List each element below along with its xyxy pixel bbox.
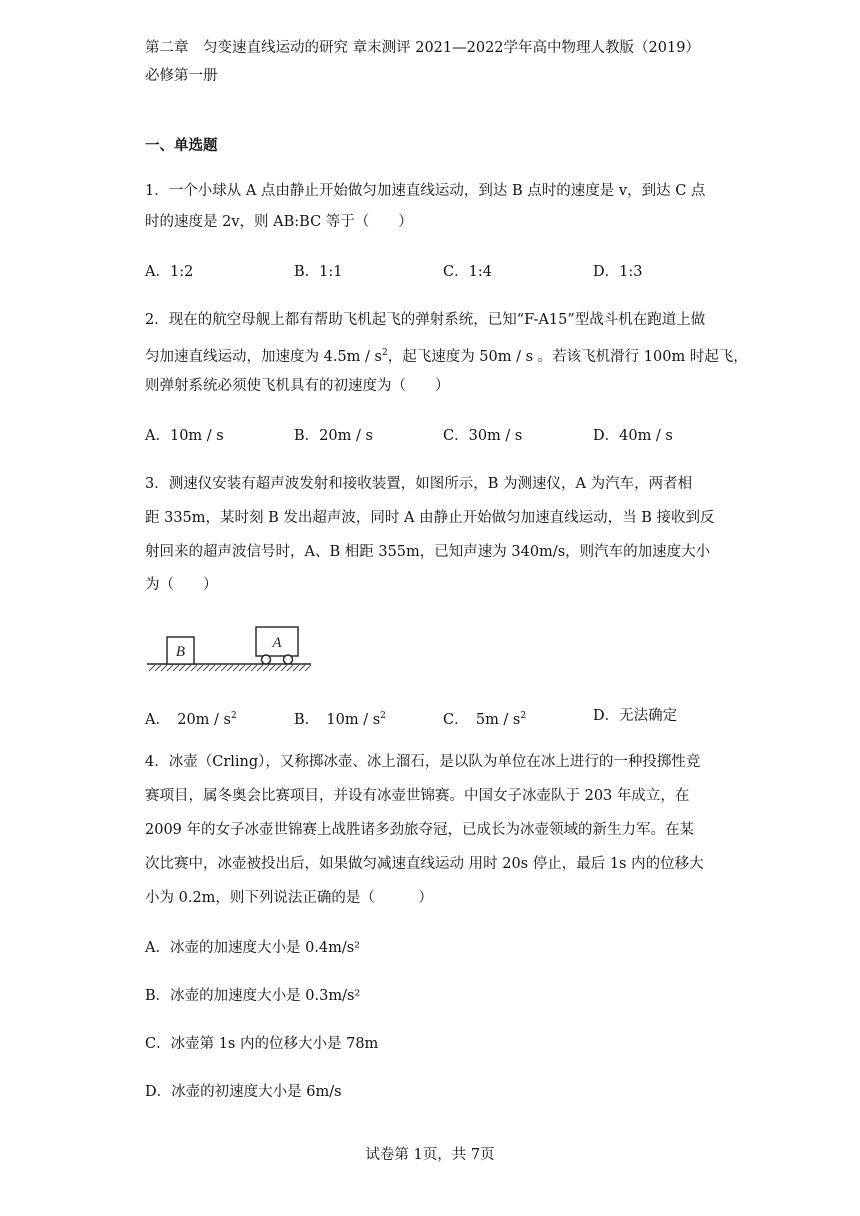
q3-option-c-sup: 2 [520,711,527,721]
q2-option-a: A．10m / s [145,428,224,444]
q2-line2 [145,343,748,367]
q3-line1: 3．测速仪安装有超声波发射和接收装置，如图所示，B 为测速仪，A 为汽车，两者相 [145,476,693,492]
q1-option-b: B．1:1 [294,264,343,280]
q3-option-a-text: A． 20m / s [145,712,231,728]
q3-option-d-text: D．无法确定 [593,708,678,724]
q1-option-a: A．1:2 [145,264,194,280]
q1-line2: 时的速度是 2v，则 AB:BC 等于（ ） [145,214,413,230]
q3-option-b-text: B． 10m / s [294,712,381,728]
q2-option-c: C．30m / s [443,428,523,444]
q3-option-b-sup: 2 [380,711,386,721]
car-wheel-right [284,655,293,664]
q3-line2: 距 335m，某时刻 B 发出超声波，同时 A 由静止开始做匀加速直线运动，当 B 接收到反 [145,510,715,526]
q3-figure [145,620,315,672]
ground-hatching [149,665,311,671]
q3-option-c [443,706,526,730]
q2-line2-post: ，起飞速度为 50m / s 。若该飞机滑行 100m 时起飞， [387,349,748,365]
q3-line4: 为（ ） [145,577,218,593]
q4-option-c: C．冰壶第 1s 内的位移大小是 78m [145,1036,379,1052]
doc-title-line1: 第二章 匀变速直线运动的研究 章末测评 2021—2022学年高中物理人教版（2019） [145,40,700,56]
q1-option-d: D．1:3 [593,264,643,280]
q2-line1: 2．现在的航空母舰上都有帮助飞机起飞的弹射系统，已知“F-A15”型战斗机在跑道上做 [145,312,706,328]
q3-line3: 射回来的超声波信号时，A、B 相距 355m，已知声速为 340m/s，则汽车的加速度大小 [145,544,711,560]
q1-option-c: C．1:4 [443,264,492,280]
q3-option-b [294,706,386,730]
q1-line1: 1．一个小球从 A 点由静止开始做匀加速直线运动，到达 B 点时的速度是 v，到达 C 点 [145,183,706,199]
q4-line1: 4．冰壶（Crling），又称掷冰壶、冰上溜石，是以队为单位在冰上进行的一种投掷性竞 [145,754,701,770]
q3-option-c-text: C． 5m / s [443,712,521,728]
q4-option-a: A．冰壶的加速度大小是 0.4m/s² [145,940,361,956]
label-a: A [272,635,282,651]
q4-option-b: B．冰壶的加速度大小是 0.3m/s² [145,988,361,1004]
page-footer: 试卷第 1页，共 7页 [365,1147,495,1163]
q3-option-a [145,706,237,730]
q4-option-d: D．冰壶的初速度大小是 6m/s [145,1084,342,1100]
q2-line2-pre: 匀加速直线运动，加速度为 4.5m / s [145,349,382,365]
q4-line5: 小为 0.2m，则下列说法正确的是（ ） [145,890,433,906]
q4-line3: 2009 年的女子冰壶世锦赛上战胜诸多劲旅夺冠，已成长为冰壶领域的新生力军。在某 [145,822,695,838]
doc-title-line2: 必修第一册 [145,68,218,84]
q4-line4: 次比赛中，冰壶被投出后，如果做匀减速直线运动 用时 20s 停止，最后 1s 内的位移大 [145,856,704,872]
q2-option-b: B．20m / s [294,428,373,444]
label-b: B [175,644,186,660]
section-heading: 一、单选题 [145,137,218,154]
q4-line2: 赛项目，属冬奥会比赛项目，并设有冰壶世锦赛。中国女子冰壶队于 203 年成立，在 [145,788,690,804]
q2-option-d: D．40m / s [593,428,673,444]
q3-option-d [593,706,677,726]
car-wheel-left [262,655,271,664]
q2-line2-sup: 2 [381,348,388,358]
q2-line3: 则弹射系统必须使飞机具有的初速度为（ ） [145,378,450,394]
q3-option-a-sup: 2 [230,711,237,721]
